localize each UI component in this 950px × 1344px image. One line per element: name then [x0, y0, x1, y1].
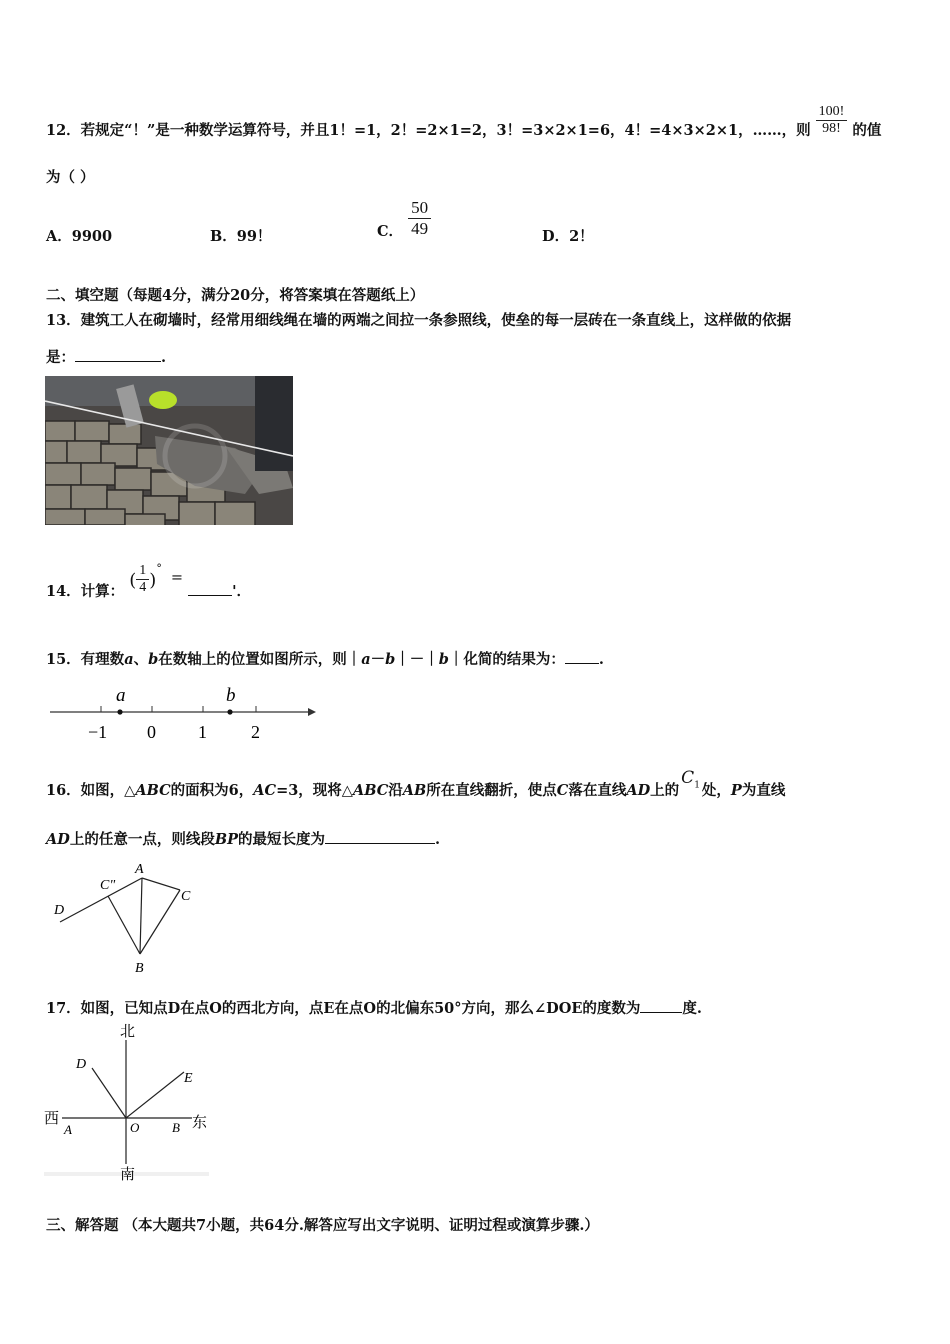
q12-option-c	[377, 198, 431, 241]
q14-frac-num: 1	[136, 563, 149, 580]
number-line-svg	[46, 682, 321, 742]
point-a	[117, 709, 122, 714]
q15-var-b: b	[148, 651, 159, 668]
q14-exponent: °	[156, 561, 162, 575]
q16-c1-letter: C	[681, 768, 695, 788]
q15-var-a: a	[124, 651, 134, 668]
number-line-arrow	[308, 708, 316, 716]
q16-p3: =3，现将△	[276, 782, 353, 799]
q15-mid2: ｜－｜	[395, 651, 439, 668]
tick-label-2: 2	[251, 722, 260, 742]
label-o-point: O	[130, 1120, 140, 1135]
q15-suffix: ｜化简的结果为：	[448, 651, 565, 668]
ray-oe	[126, 1072, 184, 1118]
q14-close-paren: )	[149, 569, 157, 591]
q14-answer-blank[interactable]	[188, 581, 232, 596]
ray-od	[92, 1068, 126, 1118]
q16-abc2: ABC	[352, 782, 389, 799]
q14-equals: =	[170, 569, 184, 586]
tick-label-1: 1	[198, 722, 207, 742]
compass-figure	[44, 1022, 214, 1182]
q16-line2	[46, 828, 440, 849]
q15-var-a2: a	[361, 651, 371, 668]
q16-p7: 上的	[650, 782, 680, 799]
tick-label-0: 0	[147, 722, 156, 742]
q15-var-b3: b	[438, 651, 449, 668]
q15-end: .	[598, 651, 604, 668]
q12-line2: 为（ ）	[46, 169, 95, 186]
q12-frac-num: 100!	[816, 104, 848, 121]
label-e-point: E	[184, 1071, 193, 1086]
q15-prefix: 15．有理数	[46, 651, 125, 668]
q16-p1: 16．如图，△	[46, 782, 136, 799]
q16-ac: AC	[253, 782, 277, 799]
q16-p2: 的面积为6，	[170, 782, 254, 799]
q14-open-paren: (	[129, 569, 137, 591]
q16-line2-b: 的最短长度为	[238, 831, 325, 848]
label-b-vertex: B	[135, 961, 144, 976]
q12-option-a: A．9900	[46, 228, 113, 245]
q17-line	[46, 997, 702, 1018]
label-c-vertex: C	[181, 889, 191, 904]
label-c1: C"	[100, 878, 116, 893]
q14-prefix: 14．计算：	[46, 582, 125, 600]
label-b: b	[226, 685, 236, 706]
q16-line2-a: 上的任意一点，则线段	[69, 831, 215, 848]
label-west: 西	[44, 1111, 60, 1127]
q16-abc1: ABC	[135, 782, 171, 799]
q15-var-b2: b	[385, 651, 396, 668]
q15-minus: －	[370, 651, 386, 668]
q12-option-c-den: 49	[411, 218, 429, 238]
label-d-point: D	[76, 1057, 87, 1072]
q12-fraction	[816, 104, 848, 137]
section2-heading: 二、填空题（每题4分，满分20分，将答案填在答题纸上）	[46, 287, 425, 304]
q13-line1: 13．建筑工人在砌墙时，经常用细线绳在墙的两端之间拉一条参照线，使垒的每一层砖在一条直线上，这样做的依据	[46, 312, 792, 329]
brick-wall-photo	[45, 376, 293, 525]
q16-ad: AD	[626, 782, 651, 799]
q13-line2-suffix: .	[161, 349, 167, 366]
q12-frac-den: 98!	[822, 121, 841, 137]
q16-p4: 沿	[388, 782, 403, 799]
q16-bp: BP	[214, 831, 238, 848]
label-b-point: B	[172, 1120, 180, 1135]
q15-sep: 、	[133, 651, 149, 668]
q16-answer-blank[interactable]	[325, 829, 435, 844]
tick-label-neg1: −1	[88, 722, 108, 742]
triangle-figure	[50, 858, 200, 978]
q14-line	[46, 561, 252, 600]
q13-line2-prefix: 是：	[46, 349, 75, 366]
q16-p9: 为直线	[741, 782, 786, 799]
q13-answer-blank[interactable]	[75, 347, 161, 362]
q12-option-c-num: 50	[408, 198, 431, 219]
q15-line	[46, 648, 604, 669]
label-d: D	[54, 903, 65, 918]
q16-p8: 处，	[701, 782, 731, 799]
q14-frac-den: 4	[139, 580, 147, 596]
segment-ab	[140, 878, 142, 954]
label-south: 南	[120, 1167, 136, 1182]
q16-line2-end: .	[435, 831, 441, 848]
label-a: a	[116, 685, 126, 706]
q12-option-c-fraction	[408, 198, 431, 238]
q16-c1	[681, 768, 700, 791]
q16-p5: 所在直线翻折，使点	[426, 782, 557, 799]
compass-svg	[44, 1022, 214, 1182]
q16-line1	[46, 768, 786, 802]
triangle-svg	[50, 858, 200, 978]
q12-option-c-label: C．	[377, 223, 404, 241]
q16-p6: 落在直线	[568, 782, 627, 799]
q17-text: 17．如图，已知点D在点O的西北方向，点E在点O的北偏东50°方向，那么∠DOE的度数为	[46, 1000, 641, 1017]
segment-ac	[142, 878, 180, 890]
number-line-figure	[46, 682, 321, 742]
label-a-vertex: A	[135, 862, 144, 877]
q15-mid: 在数轴上的位置如图所示，则｜	[158, 651, 362, 668]
q15-answer-blank[interactable]	[565, 649, 599, 664]
section3-heading: 三、解答题 （本大题共7小题，共64分.解答应写出文字说明、证明过程或演算步骤.）	[46, 1217, 599, 1234]
q12-option-d: D．2！	[542, 228, 594, 245]
q12-option-b: B．99！	[210, 228, 272, 245]
q12-line1	[46, 104, 881, 137]
q13-line2	[46, 346, 166, 367]
q12-suffix: 的值	[852, 121, 882, 139]
label-a-point: A	[64, 1122, 72, 1137]
q17-suffix: 度.	[682, 1000, 702, 1017]
segment-bc	[140, 890, 180, 954]
q17-answer-blank[interactable]	[640, 998, 682, 1013]
q16-ab: AB	[402, 782, 427, 799]
point-b	[227, 709, 232, 714]
q16-line2-ad: AD	[46, 831, 70, 848]
q16-c1-sub: 1	[694, 780, 700, 791]
label-north: 北	[120, 1024, 136, 1040]
q12-prefix: 12．若规定“！”是一种数学运算符号，并且1！=1，2！=2×1=2，3！=3×2×1=6，4！=4×3×2×1，……，则	[46, 121, 811, 139]
q14-fraction	[136, 563, 149, 596]
brick-wall-drawing	[45, 376, 293, 525]
q14-suffix: '．	[232, 582, 252, 600]
q16-c: C	[556, 782, 569, 799]
segment-bc1	[108, 896, 140, 954]
label-east: 东	[192, 1115, 208, 1131]
q16-p: P	[730, 782, 742, 799]
